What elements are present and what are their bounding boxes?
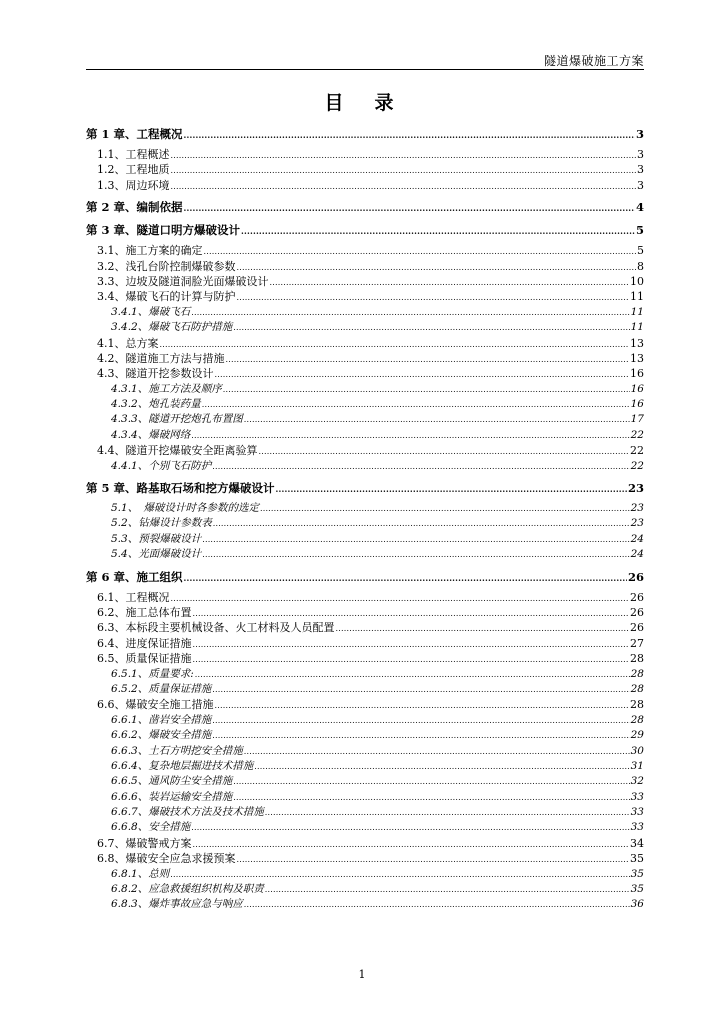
toc-entry-label: 1.1、工程概述 — [97, 148, 170, 161]
toc-entry[interactable] — [86, 759, 644, 774]
toc-entry-page: 28 — [630, 652, 644, 666]
toc-entry-page: 5 — [637, 244, 644, 258]
toc-entry-label: 4.3、隧道开挖参数设计 — [97, 367, 214, 381]
dot-leader — [244, 744, 630, 759]
toc-entry[interactable] — [86, 366, 644, 381]
toc-entry[interactable] — [86, 532, 644, 547]
toc-entry[interactable] — [86, 805, 644, 820]
toc-entry-label: 6.4、进度保证措施 — [97, 636, 192, 650]
toc-entry-page: 28 — [630, 667, 644, 680]
toc-entry[interactable] — [86, 790, 644, 805]
dot-leader — [244, 412, 630, 427]
toc-entry[interactable] — [86, 713, 644, 728]
toc-entry-label: 第 2 章、编制依据 — [86, 200, 183, 215]
toc-entry[interactable] — [86, 351, 644, 366]
toc-entry-page: 23 — [627, 481, 644, 496]
toc-entry-page: 16 — [630, 382, 644, 395]
toc-entry[interactable] — [86, 428, 644, 443]
toc-entry-label: 4.4.1、个别飞石防护 — [111, 459, 212, 472]
toc-entry-page: 34 — [630, 836, 644, 850]
toc-entry-page: 31 — [630, 759, 644, 772]
page-title: 目 录 — [324, 92, 400, 114]
dot-leader — [233, 790, 629, 805]
toc-entry[interactable] — [86, 443, 644, 458]
dot-leader — [265, 805, 630, 820]
toc-entry-label: 3.1、施工方案的确定 — [97, 244, 203, 258]
toc-entry[interactable] — [86, 590, 644, 605]
toc-entry-label: 1.3、周边环境 — [97, 178, 170, 192]
toc-entry[interactable] — [86, 897, 644, 912]
toc-entry[interactable] — [86, 774, 644, 789]
toc-entry-page: 13 — [630, 351, 644, 365]
toc-entry-label: 3.2、浅孔台阶控制爆破参数 — [97, 259, 236, 273]
dot-leader — [259, 444, 630, 459]
toc-entry-label: 6.6.5、通风防尘安全措施 — [111, 775, 233, 788]
dot-leader — [202, 532, 629, 547]
toc-entry-page: 3 — [637, 178, 644, 192]
toc-entry-page: 23 — [630, 517, 644, 530]
toc-entry[interactable] — [86, 605, 644, 620]
dot-leader — [254, 759, 629, 774]
dot-leader — [265, 882, 630, 897]
toc-entry-label: 6.5.1、质量要求: — [111, 667, 194, 680]
toc-entry-page: 17 — [630, 413, 644, 426]
toc-entry-label: 6.5.2、质量保证措施 — [111, 682, 212, 695]
toc-entry[interactable] — [86, 397, 644, 412]
toc-entry-label: 6.8.1、总则 — [111, 867, 170, 880]
toc-entry-page: 28 — [630, 682, 644, 695]
toc-entry-page: 22 — [630, 444, 644, 458]
dot-leader — [244, 897, 630, 912]
toc-entry[interactable] — [86, 620, 644, 635]
toc-entry-label: 6.8、爆破安全应急求援预案 — [97, 852, 236, 866]
toc-entry-label: 5.3、预裂爆破设计 — [111, 532, 202, 545]
dot-leader — [193, 837, 630, 852]
toc-entry[interactable] — [86, 697, 644, 712]
toc-entry[interactable] — [86, 744, 644, 759]
toc-entry-page: 33 — [630, 806, 644, 819]
dot-leader — [212, 713, 629, 728]
toc-entry-label: 4.3.2、炮孔装药量 — [111, 398, 201, 411]
toc-entry-label: 3.3、边坡及隧道洞脸光面爆破设计 — [97, 274, 269, 288]
toc-entry[interactable] — [86, 178, 644, 193]
dot-leader — [215, 698, 630, 713]
dot-leader — [212, 459, 629, 474]
toc-entry[interactable] — [86, 274, 644, 289]
toc-entry-page: 10 — [630, 274, 644, 288]
table-of-contents — [86, 126, 644, 913]
toc-entry-page: 16 — [630, 398, 644, 411]
toc-entry-label: 6.6.3、土石方明挖安全措施 — [111, 744, 243, 757]
toc-entry[interactable] — [86, 336, 644, 351]
toc-entry-page: 11 — [630, 305, 644, 318]
toc-entry-label: 4.2、隧道施工方法与措施 — [97, 351, 225, 365]
toc-entry-page: 26 — [630, 605, 644, 619]
toc-entry-label: 第 1 章、工程概况 — [86, 127, 183, 141]
toc-entry-page: 28 — [630, 698, 644, 712]
dot-leader — [237, 290, 630, 305]
toc-entry-page: 28 — [630, 713, 644, 726]
dot-leader — [215, 367, 630, 382]
toc-entry[interactable] — [86, 836, 644, 851]
toc-entry[interactable] — [86, 126, 644, 143]
toc-entry-page: 16 — [630, 367, 644, 381]
toc-entry-page: 5 — [635, 223, 644, 238]
toc-entry-page: 26 — [627, 569, 644, 584]
toc-entry-page: 8 — [637, 259, 644, 273]
toc-entry[interactable] — [86, 501, 644, 516]
dot-leader — [270, 275, 630, 290]
toc-entry-page: 11 — [630, 321, 644, 334]
toc-entry[interactable] — [86, 516, 644, 531]
toc-entry-label: 4.3.1、施工方法及顺序 — [111, 382, 222, 395]
toc-entry-label: 5.2、钻爆设计参数表 — [111, 517, 212, 530]
toc-entry-label: 4.4、隧道开挖爆破安全距离验算 — [97, 444, 258, 458]
toc-entry-label: 4.1、总方案 — [97, 336, 159, 350]
toc-entry-page: 36 — [630, 898, 644, 911]
toc-entry-page: 35 — [630, 852, 644, 866]
dot-leader — [233, 320, 629, 335]
toc-entry-label: 3.4.1、爆破飞石 — [111, 305, 191, 318]
toc-entry[interactable] — [86, 412, 644, 427]
toc-entry[interactable] — [86, 382, 644, 397]
toc-entry-label: 3.4.2、爆破飞石防护措施 — [111, 321, 233, 334]
toc-entry-page: 33 — [630, 790, 644, 803]
dot-leader — [237, 260, 637, 275]
toc-entry-label: 1.2、工程地质 — [97, 163, 170, 177]
toc-entry-label: 6.8.3、爆炸事故应急与响应 — [111, 898, 243, 911]
toc-entry-label: 6.8.2、应急救援组织机构及职责 — [111, 883, 264, 896]
dot-leader — [191, 820, 629, 835]
toc-entry-page: 11 — [630, 290, 644, 304]
toc-entry[interactable] — [86, 867, 644, 882]
toc-entry-label: 第 6 章、施工组织 — [86, 569, 183, 584]
dot-leader — [193, 652, 630, 667]
toc-entry-page: 35 — [630, 867, 644, 880]
dot-leader — [170, 867, 629, 882]
toc-entry[interactable] — [86, 199, 644, 216]
toc-entry-page: 3 — [635, 127, 644, 141]
dot-leader — [160, 337, 630, 352]
dot-leader — [212, 682, 629, 697]
dot-leader — [237, 852, 630, 867]
dot-leader — [184, 200, 635, 217]
toc-entry-page: 30 — [630, 744, 644, 757]
toc-entry-page: 23 — [630, 502, 644, 515]
dot-leader — [202, 397, 630, 412]
dot-leader — [233, 774, 629, 789]
toc-entry[interactable] — [86, 667, 644, 682]
toc-entry-label: 4.3.4、爆破网络 — [111, 428, 191, 441]
toc-entry[interactable] — [86, 547, 644, 562]
dot-leader — [213, 516, 630, 531]
toc-entry-label: 4.3.3、隧道开挖炮孔布置图 — [111, 413, 243, 426]
toc-entry[interactable] — [86, 480, 644, 497]
dot-leader — [171, 591, 630, 606]
toc-entry-page: 4 — [635, 200, 644, 215]
toc-entry-page: 24 — [630, 548, 644, 561]
toc-entry[interactable] — [86, 651, 644, 666]
toc-entry-label: 6.6.4、复杂地层掘进技术措施 — [111, 759, 254, 772]
toc-entry-label: 5.1、 爆破设计时各参数的选定 — [111, 502, 259, 515]
toc-entry-label: 6.3、本标段主要机械设备、火工材料及人员配置 — [97, 621, 335, 635]
toc-entry-label: 6.6.2、爆破安全措施 — [111, 729, 212, 742]
toc-entry[interactable] — [86, 320, 644, 335]
dot-leader — [171, 179, 637, 194]
toc-entry-page: 27 — [630, 636, 644, 650]
toc-entry-label: 6.2、施工总体布置 — [97, 605, 192, 619]
toc-entry-page: 22 — [630, 428, 644, 441]
dot-leader — [223, 382, 630, 397]
toc-entry-label: 6.7、爆破警戒方案 — [97, 836, 192, 850]
toc-entry[interactable] — [86, 636, 644, 651]
toc-entry-page: 26 — [630, 621, 644, 635]
dot-leader — [193, 606, 630, 621]
running-header: 隧道爆破施工方案 — [543, 54, 644, 68]
dot-leader — [195, 667, 630, 682]
dot-leader — [276, 481, 627, 498]
toc-entry-label: 第 5 章、路基取石场和挖方爆破设计 — [86, 481, 275, 496]
toc-entry-label: 6.6.6、装岩运输安全措施 — [111, 790, 233, 803]
toc-entry-label: 6.6.8、安全措施 — [111, 821, 191, 834]
dot-leader — [336, 621, 630, 636]
toc-entry-label: 6.6、爆破安全施工措施 — [97, 698, 214, 712]
dot-leader — [184, 570, 627, 587]
toc-entry-page: 35 — [630, 883, 644, 896]
dot-leader — [260, 501, 630, 516]
toc-entry[interactable] — [86, 162, 644, 177]
toc-entry-page: 22 — [630, 459, 644, 472]
toc-entry-page: 26 — [630, 590, 644, 604]
toc-entry[interactable] — [86, 682, 644, 697]
dot-leader — [226, 352, 630, 367]
toc-entry-label: 3.4、爆破飞石的计算与防护 — [97, 290, 236, 304]
dot-leader — [171, 148, 637, 163]
dot-leader — [171, 163, 637, 178]
toc-entry-page: 33 — [630, 821, 644, 834]
dot-leader — [241, 223, 635, 240]
toc-entry-label: 6.5、质量保证措施 — [97, 652, 192, 666]
toc-entry-label: 6.6.7、爆破技术方法及技术措施 — [111, 806, 264, 819]
toc-entry-label: 5.4、光面爆破设计 — [111, 548, 202, 561]
page-number: 1 — [358, 968, 366, 981]
dot-leader — [202, 547, 629, 562]
toc-entry[interactable] — [86, 259, 644, 274]
dot-leader — [184, 127, 635, 144]
toc-entry[interactable] — [86, 459, 644, 474]
toc-entry-page: 13 — [630, 336, 644, 350]
dot-leader — [204, 244, 637, 259]
toc-entry-page: 32 — [630, 775, 644, 788]
dot-leader — [193, 637, 630, 652]
toc-entry-label: 6.1、工程概况 — [97, 590, 170, 604]
toc-entry-page: 3 — [637, 163, 644, 177]
dot-leader — [212, 728, 629, 743]
toc-entry[interactable] — [86, 569, 644, 586]
toc-entry-page: 29 — [630, 729, 644, 742]
dot-leader — [191, 428, 629, 443]
toc-entry-page: 3 — [637, 148, 644, 161]
toc-entry[interactable] — [86, 882, 644, 897]
header-rule — [86, 69, 644, 70]
toc-entry-page: 24 — [630, 532, 644, 545]
toc-entry[interactable] — [86, 222, 644, 239]
toc-entry[interactable] — [86, 243, 644, 258]
toc-entry[interactable] — [86, 147, 644, 162]
toc-entry[interactable] — [86, 728, 644, 743]
toc-entry[interactable] — [86, 851, 644, 866]
toc-entry-label: 第 3 章、隧道口明方爆破设计 — [86, 223, 241, 238]
dot-leader — [191, 305, 629, 320]
toc-entry[interactable] — [86, 289, 644, 304]
toc-entry-label: 6.6.1、凿岩安全措施 — [111, 713, 212, 726]
toc-entry[interactable] — [86, 820, 644, 835]
toc-entry[interactable] — [86, 305, 644, 320]
